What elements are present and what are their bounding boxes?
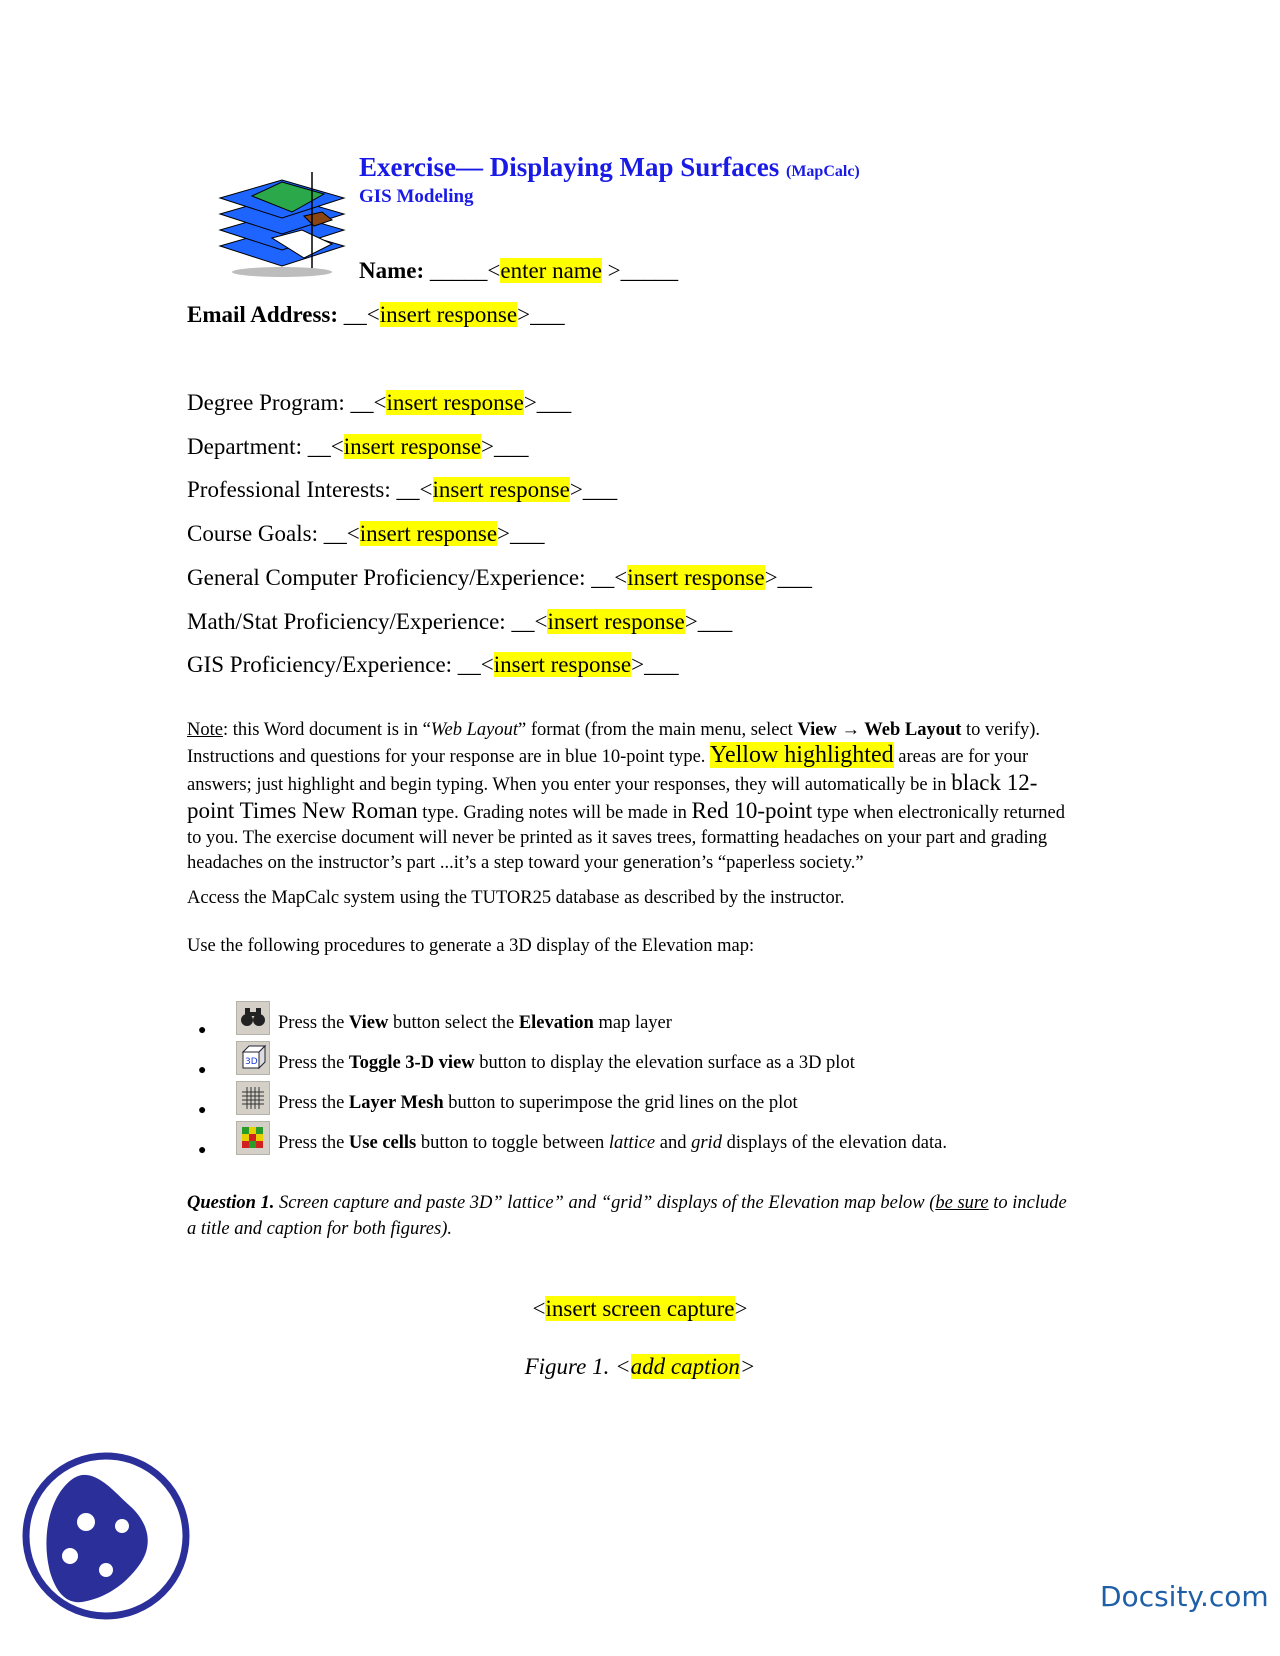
field-suffix: >___ <box>497 521 545 546</box>
note-text: type when electronically returned to you. The exercise document will never be printed as it saves trees, formatting headaches on your part and grading headaches on the instructor’s part ...it’s a step toward your generation’s “paperless society.” <box>187 803 1065 873</box>
field-row-gis-proficiency <box>187 652 679 678</box>
field-label: Degree Program: <box>187 390 345 415</box>
view-menu-text: View <box>797 720 837 740</box>
field-prefix: __< <box>396 477 433 502</box>
note-text: to verify). Instructions and questions for your response are in blue 10-point type. <box>187 720 1041 767</box>
arrow-icon: → <box>836 720 865 740</box>
step-text: Press the Layer Mesh button to superimpose the grid lines on the plot <box>278 1093 798 1113</box>
field-label: GIS Proficiency/Experience: <box>187 652 453 677</box>
red-font-sample: Red 10-point <box>691 798 813 823</box>
step-text: Press the View button select the Elevation map layer <box>278 1013 672 1033</box>
caption-input[interactable]: add caption <box>630 1354 740 1379</box>
field-row-course-goals <box>187 521 545 547</box>
field-prefix: __< <box>350 390 387 415</box>
email-suffix: >___ <box>517 302 565 327</box>
math-stat-proficiency-input[interactable]: insert response <box>547 609 685 634</box>
gis-proficiency-input[interactable]: insert response <box>493 652 632 677</box>
screen-capture-input[interactable]: insert screen capture <box>545 1296 735 1321</box>
field-row-department <box>187 434 529 460</box>
bullet-icon: ● <box>198 1103 207 1118</box>
field-suffix: >___ <box>684 609 733 634</box>
field-row-computer-proficiency <box>187 565 812 591</box>
web-layout-menu-text: Web Layout <box>864 720 962 740</box>
svg-text:3D: 3D <box>245 1057 258 1067</box>
course-goals-input[interactable]: insert response <box>359 521 498 546</box>
field-suffix: >___ <box>631 652 679 677</box>
note-word: Note <box>187 720 223 740</box>
field-prefix: __< <box>307 434 344 459</box>
bullet-icon: ● <box>198 1063 207 1078</box>
docsity-brand[interactable]: Docsity.com <box>1100 1580 1269 1613</box>
title-tag: (MapCalc) <box>786 163 860 180</box>
field-label: Department: <box>187 434 302 459</box>
step-text: Press the Use cells button to toggle between lattice and grid displays of the elevation data. <box>278 1133 947 1153</box>
question-text: Screen capture and paste 3D” lattice” and “grid” displays of the Elevation map below ( <box>274 1193 936 1213</box>
cells-icon[interactable] <box>236 1121 270 1155</box>
be-sure-text: be sure <box>935 1193 989 1213</box>
professional-interests-input[interactable]: insert response <box>432 477 570 502</box>
procedure-intro: Use the following procedures to generate a 3D display of the Elevation map: <box>187 936 755 956</box>
screen-capture-placeholder: <insert screen capture> <box>532 1296 748 1321</box>
name-input[interactable]: enter name <box>500 258 602 283</box>
note-paragraph <box>187 718 1067 876</box>
black-font-sample: black 12-point Times New Roman <box>187 770 1038 823</box>
binoculars-icon[interactable] <box>236 1001 270 1035</box>
email-label: Email Address: <box>187 302 339 327</box>
department-input[interactable]: insert response <box>343 434 482 459</box>
question-1 <box>187 1190 1067 1242</box>
computer-proficiency-input[interactable]: insert response <box>627 565 765 590</box>
step-text: Press the Toggle 3-D view button to display the elevation surface as a 3D plot <box>278 1053 855 1073</box>
note-text: areas are for your answers; just highlight and begin typing. When you enter your responses, they will automatically be in <box>187 747 1029 795</box>
figure-label: Figure 1. <box>524 1354 616 1379</box>
field-label: Professional Interests: <box>187 477 391 502</box>
field-suffix: >___ <box>523 390 572 415</box>
field-row-degree-program <box>187 390 571 416</box>
email-input[interactable]: insert response <box>379 302 518 327</box>
field-prefix: __< <box>323 521 360 546</box>
name-suffix: >_____ <box>601 258 679 283</box>
field-prefix: __< <box>511 609 548 634</box>
field-row-math-stat-proficiency <box>187 609 732 635</box>
field-label: Course Goals: <box>187 521 318 546</box>
title-text: Exercise— Displaying Map Surfaces <box>359 152 780 182</box>
yellow-highlight-sample: Yellow highlighted <box>710 742 894 768</box>
mesh-grid-icon[interactable] <box>236 1081 270 1115</box>
figure-caption: Figure 1. <add caption> <box>524 1354 756 1379</box>
map-layers-logo <box>212 168 350 280</box>
question-label: Question 1. <box>187 1193 275 1213</box>
name-prefix: _____< <box>429 258 501 283</box>
bullet-icon: ● <box>198 1143 207 1158</box>
web-layout-italic: Web Layout <box>430 720 518 740</box>
note-text: : this Word document is in “ <box>222 720 431 740</box>
field-label: Math/Stat Proficiency/Experience: <box>187 609 506 634</box>
field-row-professional-interests <box>187 477 617 503</box>
note-text: type. Grading notes will be made in <box>417 803 692 823</box>
name-label: Name: <box>359 258 425 283</box>
name-row <box>359 258 678 284</box>
field-prefix: __< <box>591 565 628 590</box>
field-prefix: __< <box>457 652 494 677</box>
email-prefix: __< <box>343 302 380 327</box>
field-suffix: >___ <box>764 565 813 590</box>
field-label: General Computer Proficiency/Experience: <box>187 565 586 590</box>
access-instructions: Access the MapCalc system using the TUTOR25 database as described by the instructor. <box>187 888 845 908</box>
exercise-title <box>359 152 860 183</box>
email-row <box>187 302 565 328</box>
bullet-icon: ● <box>198 1023 207 1038</box>
question-text: to include a title and caption for both figures). <box>187 1193 1067 1239</box>
3d-view-icon[interactable] <box>236 1041 270 1075</box>
docsity-logo <box>22 1452 190 1620</box>
degree-program-input[interactable]: insert response <box>386 390 524 415</box>
field-suffix: >___ <box>569 477 618 502</box>
note-text: ” format (from the main menu, select <box>518 720 798 740</box>
field-suffix: >___ <box>481 434 529 459</box>
course-subtitle: GIS Modeling <box>359 186 474 207</box>
